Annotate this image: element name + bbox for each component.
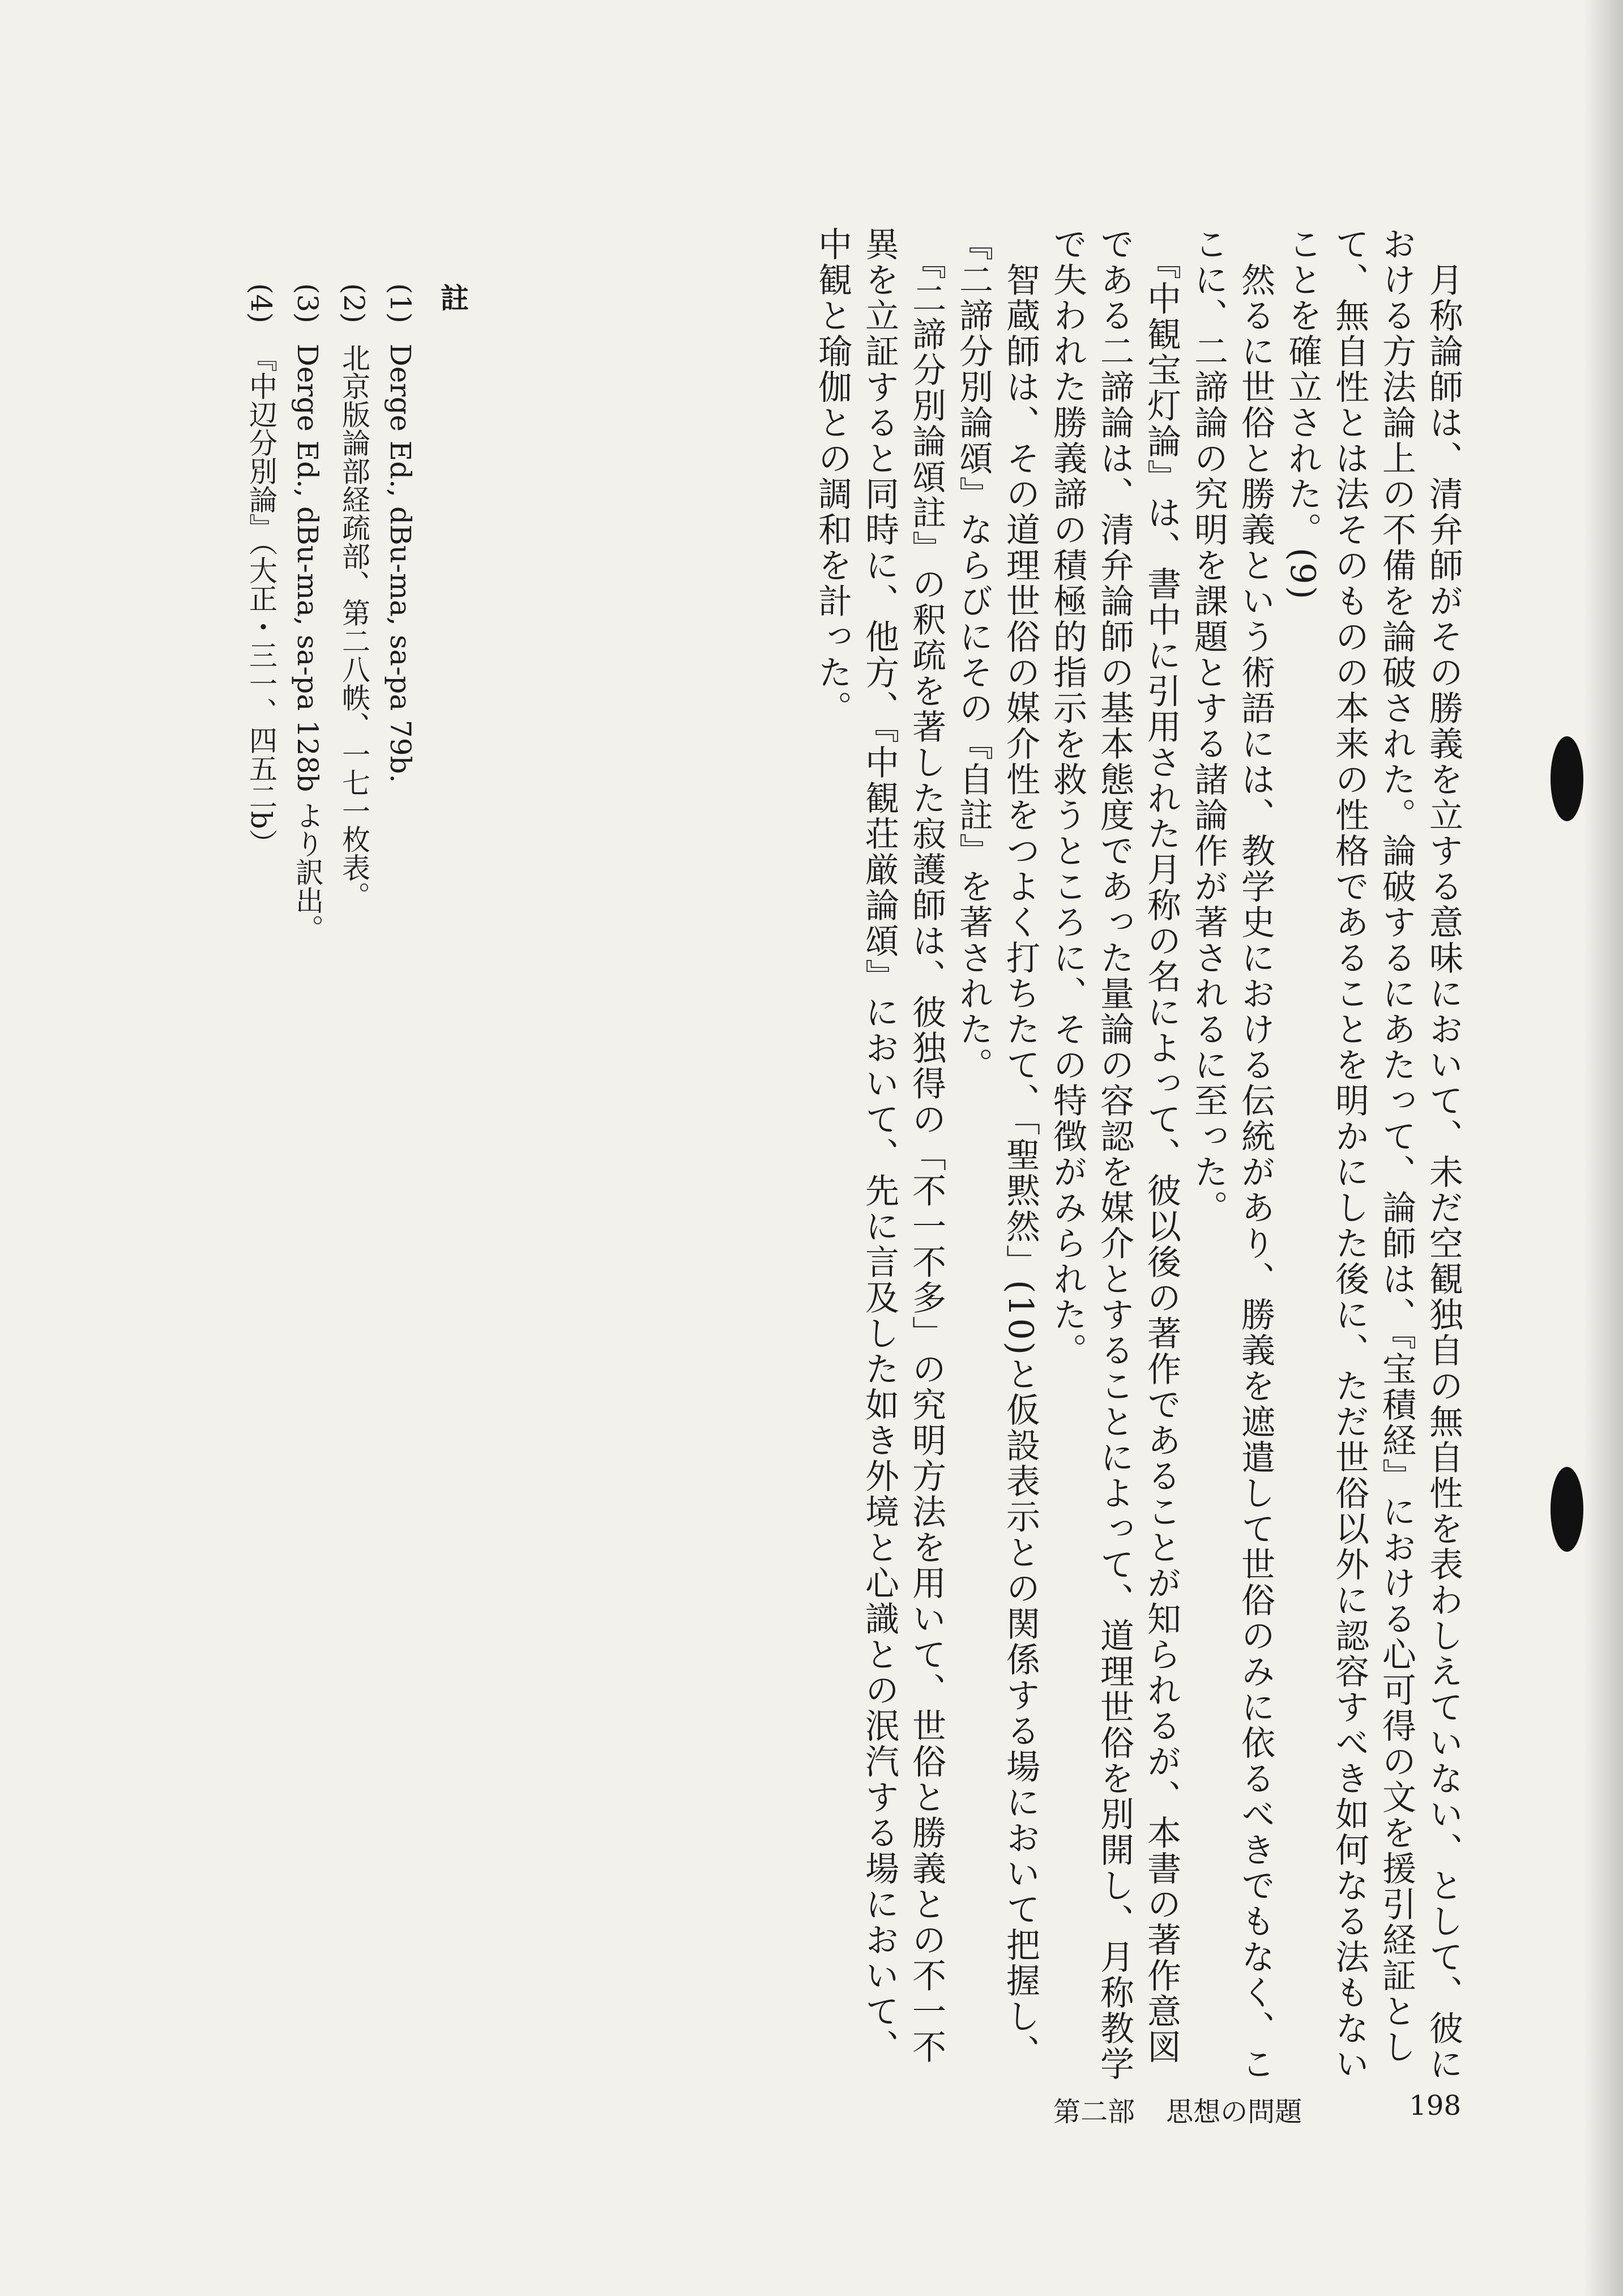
note-number: (2) [338, 283, 370, 323]
binding-hole-upper [1551, 736, 1583, 821]
footnotes [204, 283, 476, 1133]
note-number: (1) [384, 283, 417, 323]
paragraph: 然るに世俗と勝義という術語には、教学史における伝統があり、勝義を遮遣して世俗のみに依るべきでもなく、ここに、二諦論の究明を課題とする諸論作が著されるに至った。 [1189, 227, 1275, 2082]
binding-hole-lower [1551, 1467, 1583, 1552]
paragraph: 月称論師は、清弁師がその勝義を立する意味において、未だ空観独自の無自性を表わしえていない、として、彼における方法論上の不備を論破された。論破するにあたって、論師は、『宝積経』における心可得の文を援引経証として、無自性とは法そのものの本来の性格であることを明かにした後に、ただ世俗以外に認容すべき如何なる法もないことを確立された。(9) [1283, 227, 1463, 2082]
note-text: Derge Ed., dBu-ma, sa-pa 128b より訳出。 [291, 343, 324, 943]
paragraph: 智蔵師は、その道理世俗の媒介性をつよく打ちたて、「聖黙然」(10)と仮設表示との関係する場において把握し、『二諦分別論頌』ならびにその『自註』を著された。 [954, 227, 1040, 2071]
section-label: 思想の問題 [1166, 2096, 1302, 2128]
paragraph: 『中観宝灯論』は、書中に引用された月称の名によって、彼以後の著作であることが知られるが、本書の著作意図である二諦論は、清弁論師の基本態度であった量論の容認を媒介とすることによって、道理世俗を別開し、月称教学で失われた勝義諦の積極的指示を救うところに、その特徴がみられた。 [1048, 227, 1181, 2082]
running-footer [1053, 2090, 1461, 2141]
note-item [284, 283, 331, 1133]
note-text: Derge Ed., dBu-ma, sa-pa 79b. [384, 343, 417, 783]
main-text [498, 227, 1467, 2090]
note-text: 『中辺分別論』（大正・三一、四五二b） [245, 343, 277, 857]
notes-heading: 註 [436, 283, 469, 311]
note-item [238, 283, 284, 1133]
note-number: (3) [291, 283, 324, 323]
note-item [331, 283, 377, 1133]
note-item [377, 283, 424, 1133]
part-label: 第二部 [1053, 2096, 1135, 2128]
note-text: 北京版論部経疏部、第二八帙、一七一枚表。 [338, 343, 370, 910]
note-number: (4) [245, 283, 277, 323]
paragraph: 『二諦分別論頌註』の釈疏を著した寂護師は、彼独得の「不一不多」の究明方法を用いて、世俗と勝義との不一不異を立証すると同時に、他方、『中観荘厳論頌』において、先に言及した如き外境と心識との泯汽する場において、中観と瑜伽との調和を計った。 [813, 227, 946, 2065]
page-edge-shadow [1583, 0, 1623, 2296]
page-number: 198 [1409, 2090, 1461, 2122]
